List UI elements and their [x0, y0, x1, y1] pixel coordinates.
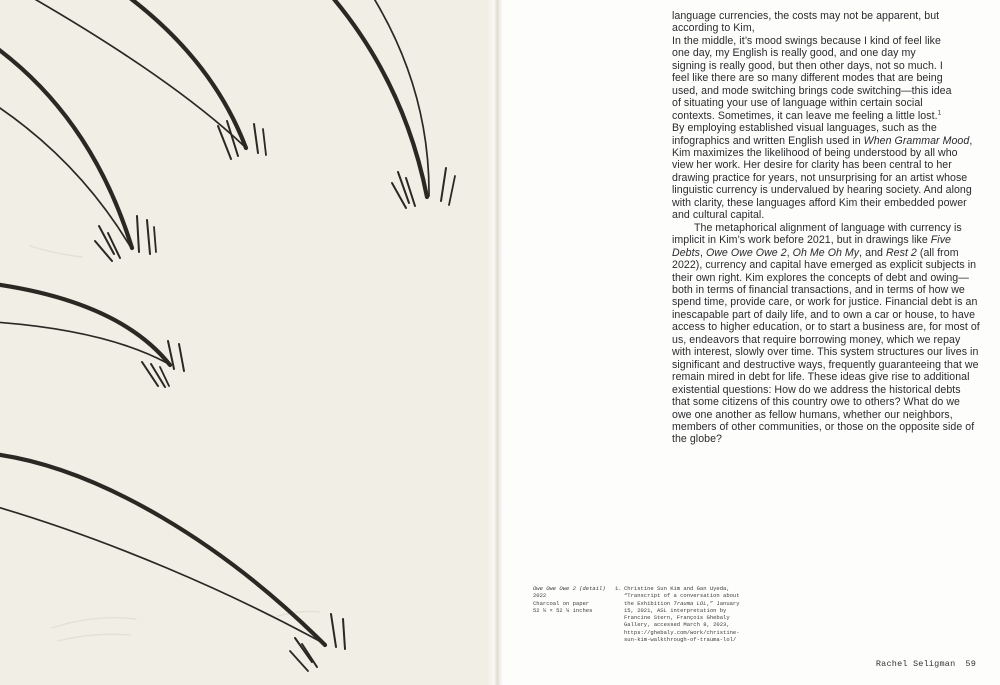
caption-dimensions: 52 ¼ × 52 ¼ inches — [533, 606, 593, 614]
text-page — [503, 0, 1000, 685]
running-footer — [876, 659, 976, 669]
swoosh-1 — [26, 0, 266, 159]
page-number: 59 — [965, 659, 976, 669]
charcoal-drawing — [0, 0, 497, 685]
block-quote: In the middle, it’s mood swings because I kind of feel like one day, my English is really good, and one day my signing is really good, but then other days, not so much. I feel like there are so many different modes that are being used, and mode switching brings code switching—this idea of situating your use of language within certain social contexts. Sometimes, it can leave me feeling a little lost.$^1$ — [672, 34, 952, 122]
artwork-page — [0, 0, 497, 685]
body-paragraph: The metaphorical alignment of language with currency is implicit in Kim’s work before 2021, but in drawings like Five Debts, Owe Owe Owe 2, Oh Me Oh My, and Rest 2 (all from 2022), currency and capital have emerged as explicit subjects in their own right. Kim explores the concepts of debt and owing—both in terms of financial transactions, and in terms of how we spend time, provide care, or work for justice. Financial debt is an inescapable part of daily life, and to own a car or house, to have access to higher education, or to start a business are, for most of us, endeavors that require borrowing money, which we repay with interest, slowly over time. This system structures our lives in significant and destructive ways, frequently guaranteeing that we remain mired in debt for life. These ideas give rise to additional existential questions: How do we address the historical debts that some citizens of this country owe to others? What do we owe one another as fellow humans, whether our neighbors, members of other communities, or those on the opposite side of the globe? — [672, 221, 980, 446]
swoosh-3 — [328, 0, 455, 208]
caption-title: Owe Owe Owe 2 (detail) — [533, 585, 606, 592]
page-edge-shadow — [487, 0, 497, 685]
caption-medium: Charcoal on paper — [533, 599, 590, 607]
essay-text-column — [672, 10, 980, 446]
paper-smudges — [30, 246, 320, 641]
footer-author: Rachel Seligman — [875, 659, 956, 669]
body-paragraph-continuation: language currencies, the costs may not be apparent, but according to Kim, — [672, 10, 940, 35]
swoosh-2 — [0, 46, 156, 261]
body-paragraph: By employing established visual languages, such as the infographics and written English used in When Grammar Mood, Kim maximizes the likelihood of being understood by all who view her work. Her desire for clarity has been central to her drawing practice for years, not unsurprising for an artist whose linguistic currency is undervalued by hearing society. And along with clarity, these languages afford Kim their embedded power and cultural capital. — [672, 122, 973, 222]
footnote — [615, 585, 742, 643]
caption-year: 2022 — [533, 592, 547, 600]
footnote-number: 1. — [615, 585, 622, 592]
swoosh-5 — [0, 454, 345, 671]
footnote-text: Christine Sun Kim and Gan Uyeda, “Transcript of a conversation about the Exhibition Trauma LOL,” January 15, 2021, ASL interpretation by Francine Stern, François Ghebaly Gallery, accessed March 8, 2023, https://ghebaly.com/work/christine-sun-kim-walkthrough-of-trauma-lol/ — [624, 585, 740, 644]
swoosh-4 — [0, 284, 184, 387]
artwork-caption — [533, 585, 621, 614]
